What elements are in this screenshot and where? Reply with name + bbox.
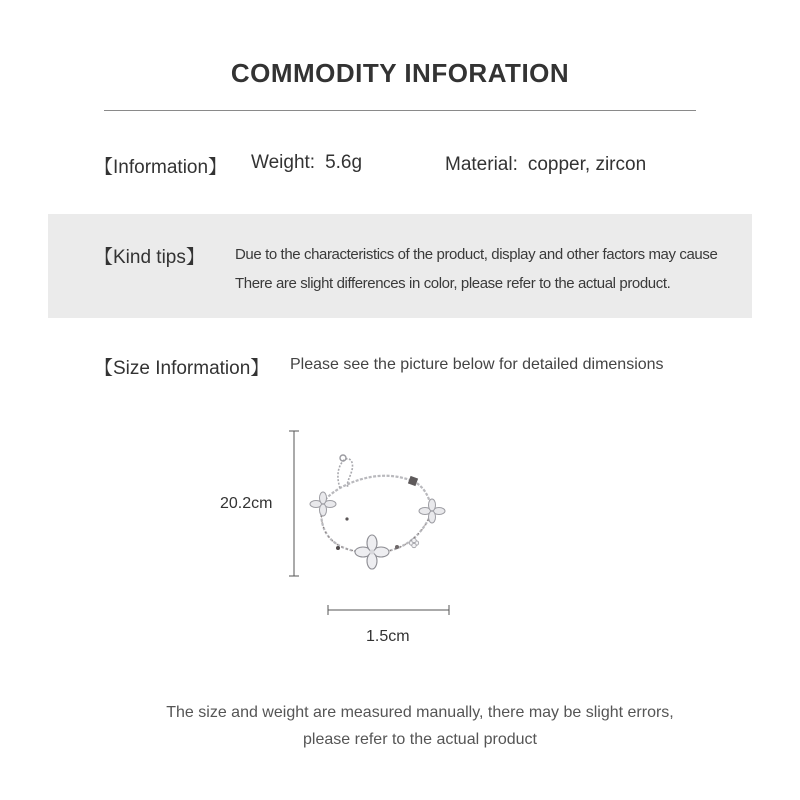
kind-tips-line-1: Due to the characteristics of the product, display and other factors may cause <box>235 246 718 263</box>
width-dimension-line <box>328 605 449 615</box>
bracelet-image <box>310 455 445 569</box>
footnote-line-1: The size and weight are measured manually, there may be slight errors, <box>166 704 674 721</box>
kind-tips-label: 【Kind tips】 <box>94 247 205 268</box>
size-information-label: 【Size Information】 <box>94 358 270 379</box>
kind-tips-line-2: There are slight differences in color, please refer to the actual product. <box>235 275 671 292</box>
clover-charm-left <box>310 492 336 516</box>
clover-charm-right <box>419 499 445 523</box>
material-label: Material: <box>445 154 518 175</box>
weight-label: Weight: <box>251 152 316 173</box>
size-information-description: Please see the picture below for detailed dimensions <box>290 356 664 373</box>
information-label: 【Information】 <box>94 157 228 178</box>
material-value: copper, zircon <box>527 154 647 175</box>
clover-charm-center <box>355 535 389 569</box>
weight-value: 5.6g <box>325 152 363 173</box>
footnote-line-2: please refer to the actual product <box>303 731 537 748</box>
height-dimension-line <box>289 431 299 576</box>
page-title: COMMODITY INFORATION <box>230 58 570 88</box>
width-dimension-label: 1.5cm <box>366 628 410 645</box>
height-dimension-label: 20.2cm <box>220 495 273 512</box>
